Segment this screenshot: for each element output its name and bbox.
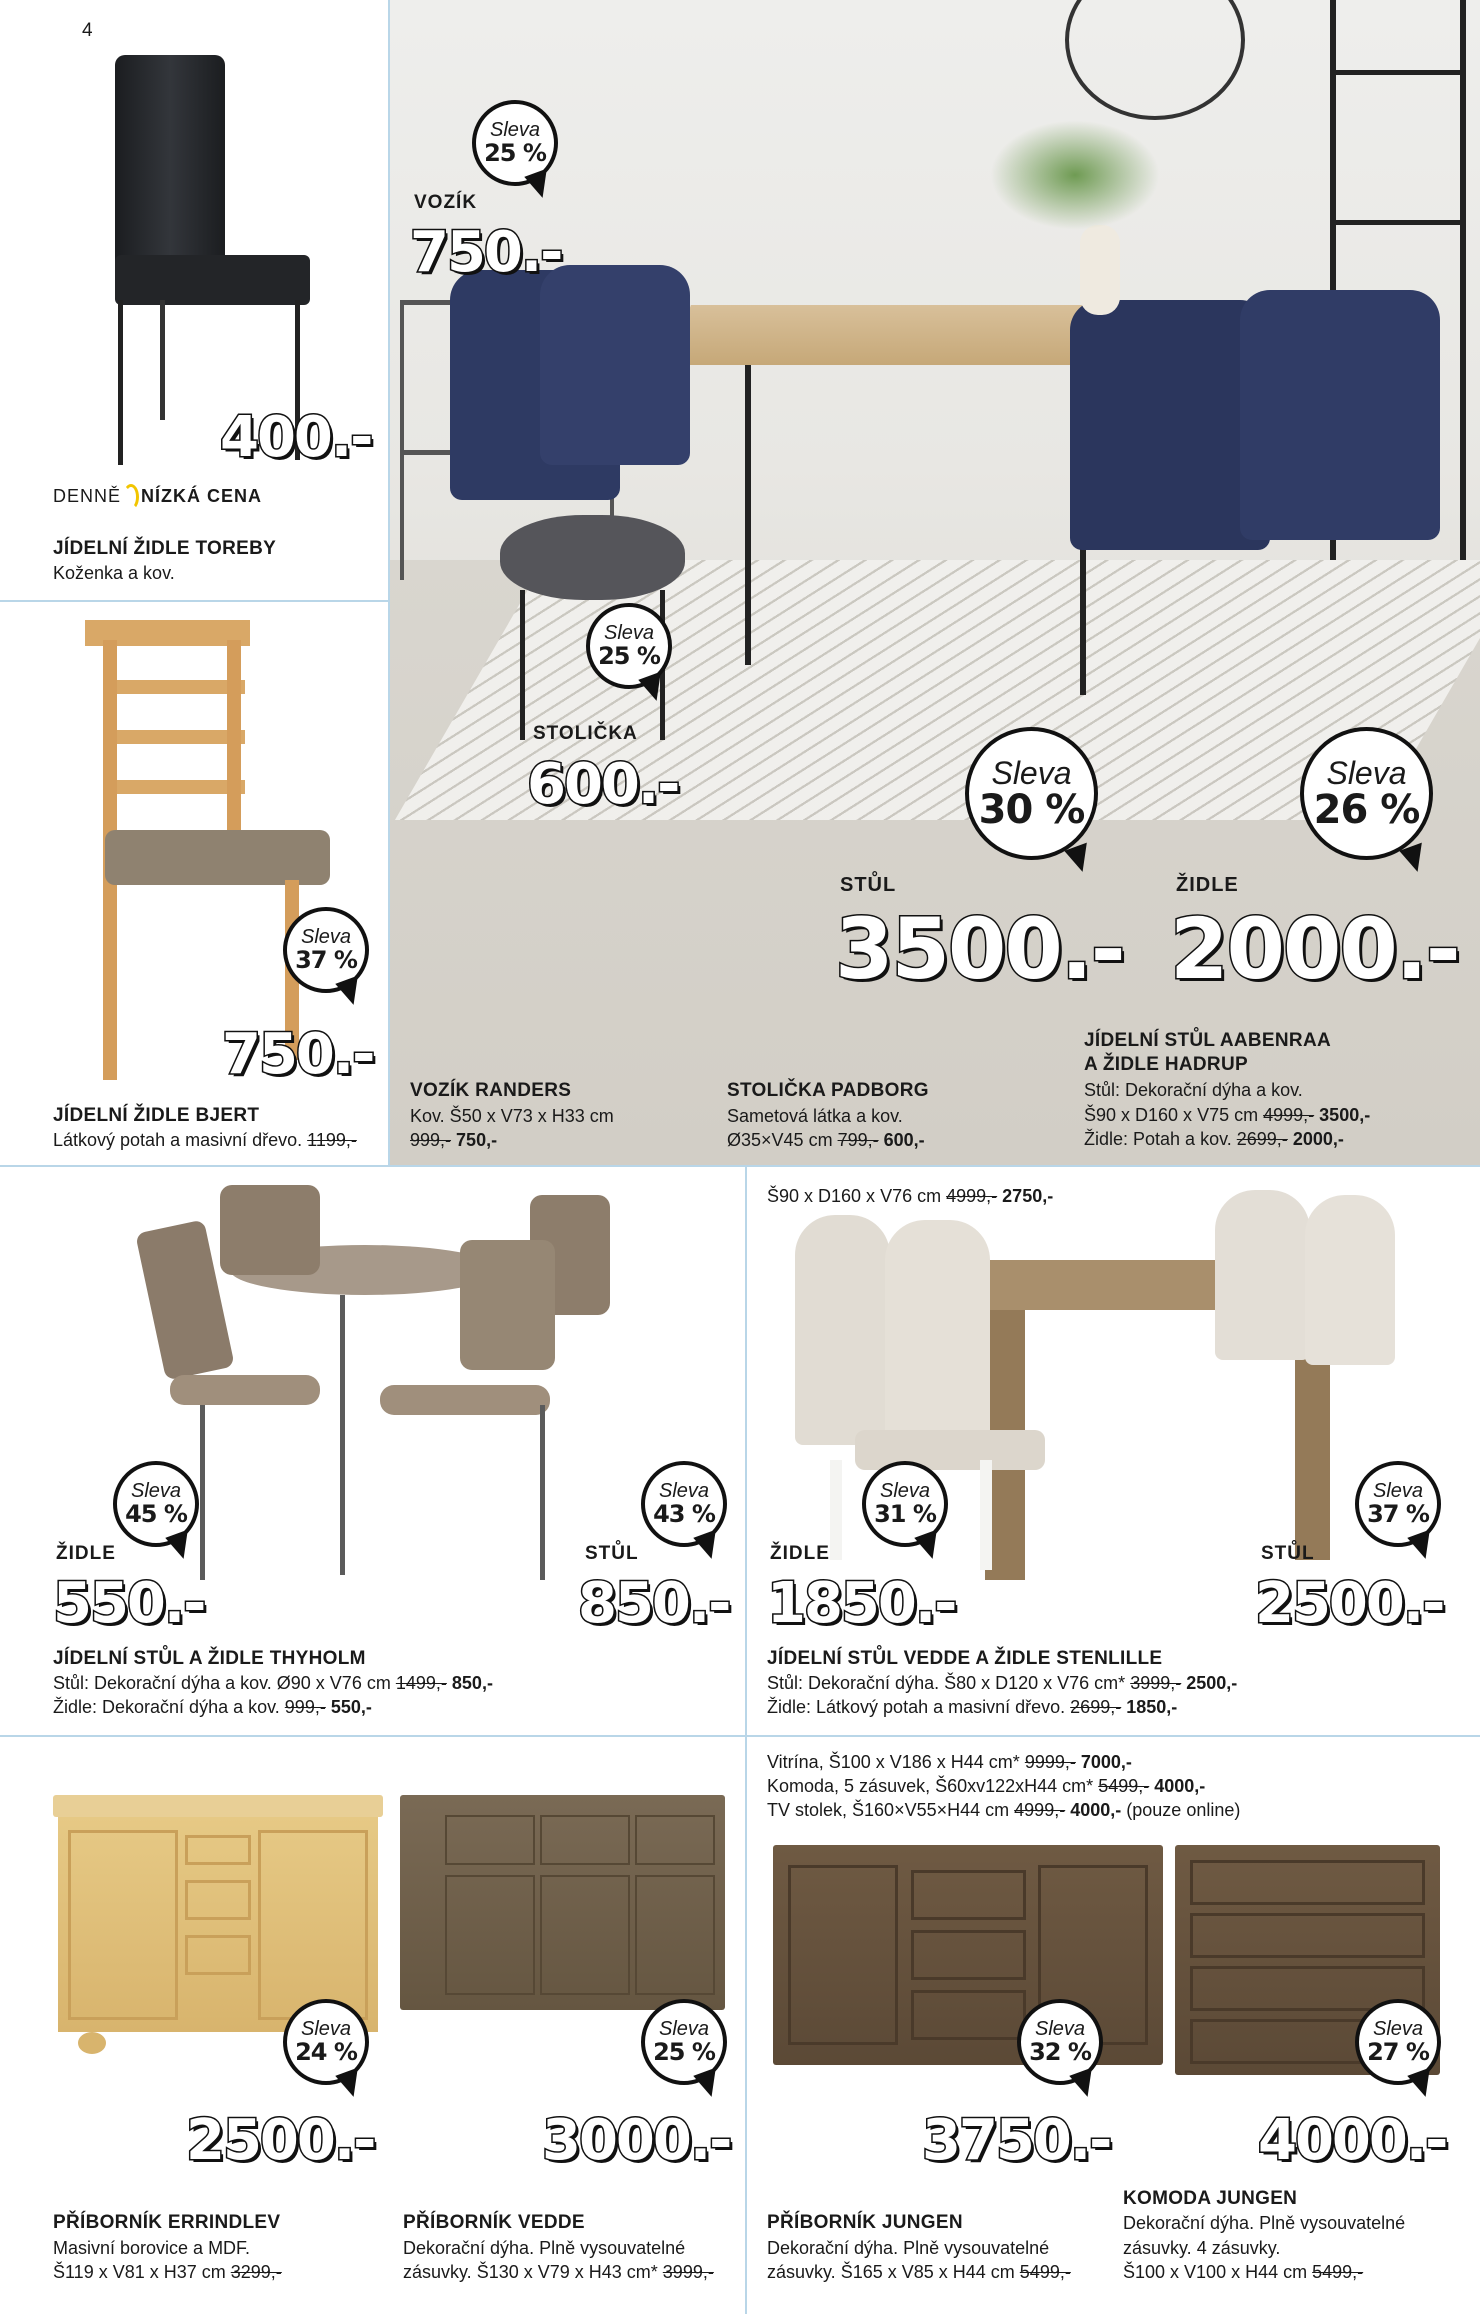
hadrup-desc: Židle: Potah a kov. <box>1084 1129 1232 1149</box>
randers-price-line <box>410 1128 497 1152</box>
hadrup-new-price: 2000,- <box>1292 1129 1344 1149</box>
thyholm-zidle-price: 550.- <box>53 1571 205 1636</box>
toreby-chair-image <box>100 55 315 465</box>
stenlille-new-price: 1850,- <box>1126 1697 1178 1717</box>
zidle-label: ŽIDLE <box>1176 874 1239 896</box>
divider <box>745 1735 747 2314</box>
thyholm-stul-old-price: 1499,- <box>395 1673 447 1693</box>
errindlev-desc: Masivní borovice a MDF. <box>53 2238 251 2258</box>
thyholm-line1 <box>53 1671 493 1695</box>
komoda5-desc: Komoda, 5 zásuvek, Š60xv122xH44 cm* <box>767 1776 1094 1796</box>
randers-dims: Kov. Š50 x V73 x H33 cm <box>410 1106 614 1126</box>
sleva-label: Sleva <box>1372 1480 1424 1502</box>
vozik-discount-badge <box>472 100 558 186</box>
denne-text: DENNĚ <box>53 485 122 506</box>
vedde-sideboard-old-price: 3999,- <box>662 2262 714 2282</box>
hadrup-old-price: 2699,- <box>1236 1129 1288 1149</box>
vedde-set-line1 <box>767 1671 1237 1695</box>
errindlev-price: 2500.- <box>186 2108 375 2173</box>
toreby-price: 400.- <box>220 405 372 470</box>
bjert-price: 750.- <box>222 1022 374 1087</box>
sleva-label: Sleva <box>300 2018 352 2040</box>
aabenraa-title2: A ŽIDLE HADRUP <box>1084 1054 1248 1075</box>
vedde-sideboard-dims: zásuvky. Š130 x V79 x H43 cm* <box>403 2262 658 2282</box>
errindlev-dims: Š119 x V81 x H37 cm <box>53 2262 226 2282</box>
stul-discount: 30 % <box>978 786 1085 833</box>
bjert-desc: Látkový potah a masivní dřevo. <box>53 1130 303 1150</box>
thyholm-stul-discount-badge <box>641 1461 727 1547</box>
stolicka-discount-badge <box>586 603 672 689</box>
vedde-sideboard-dims-line <box>403 2260 714 2284</box>
jungen-komoda-dims-line <box>1123 2260 1363 2284</box>
vedde-sideboard-price: 3000.- <box>542 2108 731 2173</box>
vedde-stul-label: STŮL <box>1261 1543 1315 1564</box>
randers-old-price: 999,- <box>410 1130 452 1150</box>
errindlev-dims-line <box>53 2260 282 2284</box>
jungen-sideboard-discount: 32 % <box>1029 2038 1091 2066</box>
jungen-sideboard-dims: zásuvky. Š165 x V85 x H44 cm <box>767 2262 1015 2282</box>
sleva-label: Sleva <box>879 1480 931 1502</box>
divider <box>0 1165 1480 1167</box>
sleva-label: Sleva <box>991 754 1072 791</box>
sleva-label: Sleva <box>658 2018 710 2040</box>
sleva-label: Sleva <box>489 119 541 141</box>
stul-price: 3500.- <box>835 900 1124 998</box>
zidle-discount: 26 % <box>1313 786 1420 833</box>
vedde-stul-discount-badge <box>1355 1461 1441 1547</box>
jungen-komoda-old-price: 5499,- <box>1312 2262 1364 2282</box>
jungen-sideboard-dims-line <box>767 2260 1071 2284</box>
vedde-set-line2 <box>767 1695 1177 1719</box>
tvstolek-note: (pouze online) <box>1126 1800 1241 1820</box>
sleva-label: Sleva <box>1326 754 1407 791</box>
sleva-label: Sleva <box>130 1480 182 1502</box>
tvstolek-new-price: 4000,- <box>1070 1800 1122 1820</box>
stul-discount-badge <box>965 727 1098 860</box>
thyholm-zidle-new-price: 550,- <box>330 1697 372 1717</box>
padborg-old-price: 799,- <box>837 1130 879 1150</box>
padborg-price-line <box>727 1128 925 1152</box>
vedde-zidle-label: ŽIDLE <box>770 1543 830 1564</box>
jungen-sideboard-discount-badge <box>1017 1999 1103 2085</box>
nizka-cena-text: NÍZKÁ CENA <box>141 485 263 506</box>
komoda5-new-price: 4000,- <box>1154 1776 1206 1796</box>
bjert-desc-line <box>53 1128 357 1152</box>
vedde-set-title: JÍDELNÍ STŮL VEDDE A ŽIDLE STENLILLE <box>767 1648 1163 1669</box>
stolicka-discount: 25 % <box>598 642 660 670</box>
vedde-stul-price: 2500.- <box>1255 1571 1444 1636</box>
divider <box>745 1165 747 1735</box>
tvstolek-desc: TV stolek, Š160×V55×H44 cm <box>767 1800 1010 1820</box>
thyholm-set-image <box>140 1185 620 1595</box>
stool-image <box>500 515 685 600</box>
vedde-top-old-price: 4999,- <box>946 1186 998 1206</box>
padborg-dims: Ø35×V45 cm <box>727 1130 833 1150</box>
randers-title: VOZÍK RANDERS <box>410 1080 572 1101</box>
stenlille-discount-badge <box>862 1461 948 1547</box>
jungen-komoda-desc2: zásuvky. 4 zásuvky. <box>1123 2238 1281 2258</box>
stenlille-price: 1850.- <box>767 1571 956 1636</box>
komoda5-old-price: 5499,- <box>1098 1776 1150 1796</box>
jungen-komoda-dims: Š100 x V100 x H44 cm <box>1123 2262 1308 2282</box>
padborg-desc: Sametová látka a kov. <box>727 1106 903 1126</box>
jungen-komoda-price: 4000.- <box>1258 2108 1447 2173</box>
tvstolek-old-price: 4999,- <box>1014 1800 1066 1820</box>
jungen-sideboard-old-price: 5499,- <box>1019 2262 1071 2282</box>
errindlev-discount-badge <box>283 1999 369 2085</box>
thyholm-stul-new-price: 850,- <box>451 1673 493 1693</box>
thyholm-stul-discount: 43 % <box>653 1500 715 1528</box>
vitrina-old-price: 9999,- <box>1024 1752 1076 1772</box>
aabenraa-line3 <box>1084 1127 1344 1151</box>
jungen-komoda-desc1: Dekorační dýha. Plně vysouvatelné <box>1123 2213 1406 2233</box>
jungen-sideboard-image <box>773 1845 1163 2065</box>
thyholm-stul-price: 850.- <box>578 1571 730 1636</box>
vozik-discount: 25 % <box>484 139 546 167</box>
vitrina-desc: Vitrína, Š100 x V186 x H44 cm* <box>767 1752 1020 1772</box>
jungen-info-line2 <box>767 1774 1205 1798</box>
sleva-label: Sleva <box>1034 2018 1086 2040</box>
bjert-chair-image <box>85 620 335 1080</box>
vozik-price: 750.- <box>410 220 562 285</box>
vedde-sideboard-discount: 25 % <box>653 2038 715 2066</box>
jungen-komoda-discount: 27 % <box>1367 2038 1429 2066</box>
thyholm-line2 <box>53 1695 372 1719</box>
jungen-sideboard-desc: Dekorační dýha. Plně vysouvatelné <box>767 2238 1050 2258</box>
thyholm-zidle-desc: Židle: Dekorační dýha a kov. <box>53 1697 280 1717</box>
thyholm-zidle-discount-badge <box>113 1461 199 1547</box>
sleva-label: Sleva <box>300 926 352 948</box>
thyholm-stul-label: STŮL <box>585 1543 639 1564</box>
vedde-stul-discount: 37 % <box>1367 1500 1429 1528</box>
jungen-komoda-discount-badge <box>1355 1999 1441 2085</box>
jungen-komoda-title: KOMODA JUNGEN <box>1123 2188 1298 2209</box>
padborg-title: STOLIČKA PADBORG <box>727 1080 929 1101</box>
jungen-sideboard-price: 3750.- <box>922 2108 1111 2173</box>
sleva-label: Sleva <box>603 622 655 644</box>
errindlev-title: PŘÍBORNÍK ERRINDLEV <box>53 2212 281 2233</box>
stenlille-old-price: 2699,- <box>1070 1697 1122 1717</box>
aabenraa-new-price: 3500,- <box>1319 1105 1371 1125</box>
vozik-label: VOZÍK <box>414 192 478 213</box>
toreby-desc: Koženka a kov. <box>53 563 175 583</box>
divider <box>0 1735 1480 1737</box>
errindlev-old-price: 3299,- <box>230 2262 282 2282</box>
thyholm-title: JÍDELNÍ STŮL A ŽIDLE THYHOLM <box>53 1648 366 1669</box>
thyholm-zidle-discount: 45 % <box>125 1500 187 1528</box>
thyholm-zidle-old-price: 999,- <box>284 1697 326 1717</box>
denne-mark-icon <box>123 484 139 510</box>
aabenraa-line1: Stůl: Dekorační dýha a kov. <box>1084 1080 1303 1100</box>
vedde-sideboard-discount-badge <box>641 1999 727 2085</box>
denne-nizka-cena-logo <box>53 484 262 510</box>
page-number: 4 <box>82 20 93 41</box>
errindlev-discount: 24 % <box>295 2038 357 2066</box>
bjert-old-price: 1199,- <box>307 1130 357 1150</box>
aabenraa-dims: Š90 x D160 x V75 cm <box>1084 1105 1259 1125</box>
toreby-title: JÍDELNÍ ŽIDLE TOREBY <box>53 538 277 559</box>
stolicka-label: STOLIČKA <box>533 723 638 744</box>
vedde-stul-old-price: 3999,- <box>1130 1673 1182 1693</box>
vedde-sideboard-image <box>400 1795 725 2010</box>
jungen-info-line1 <box>767 1750 1132 1774</box>
bjert-title: JÍDELNÍ ŽIDLE BJERT <box>53 1105 260 1126</box>
vedde-top-new-price: 2750,- <box>1002 1186 1054 1206</box>
thyholm-zidle-label: ŽIDLE <box>56 1543 116 1564</box>
stul-label: STŮL <box>840 874 897 896</box>
jungen-sideboard-title: PŘÍBORNÍK JUNGEN <box>767 2212 963 2233</box>
padborg-new-price: 600,- <box>883 1130 925 1150</box>
vedde-stul-new-price: 2500,- <box>1186 1673 1238 1693</box>
stolicka-price: 600.- <box>527 752 679 817</box>
thyholm-stul-desc: Stůl: Dekorační dýha a kov. Ø90 x V76 cm <box>53 1673 391 1693</box>
vedde-top-dims: Š90 x D160 x V76 cm <box>767 1186 942 1206</box>
aabenraa-title1: JÍDELNÍ STŮL AABENRAA <box>1084 1030 1331 1051</box>
stenlille-desc: Židle: Látkový potah a masivní dřevo. <box>767 1697 1066 1717</box>
sleva-label: Sleva <box>658 1480 710 1502</box>
randers-new-price: 750,- <box>456 1130 498 1150</box>
divider <box>0 600 390 602</box>
sleva-label: Sleva <box>1372 2018 1424 2040</box>
aabenraa-line2 <box>1084 1103 1370 1127</box>
jungen-info-line3 <box>767 1798 1240 1822</box>
bjert-discount: 37 % <box>295 946 357 974</box>
stenlille-discount: 31 % <box>874 1500 936 1528</box>
vitrina-new-price: 7000,- <box>1080 1752 1132 1772</box>
vedde-sideboard-desc: Dekorační dýha. Plně vysouvatelné <box>403 2238 686 2258</box>
aabenraa-old-price: 4999,- <box>1263 1105 1315 1125</box>
vedde-sideboard-title: PŘÍBORNÍK VEDDE <box>403 2212 585 2233</box>
vedde-stul-desc: Stůl: Dekorační dýha. Š80 x D120 x V76 cm* <box>767 1673 1126 1693</box>
zidle-price: 2000.- <box>1170 900 1459 998</box>
zidle-discount-badge <box>1300 727 1433 860</box>
bjert-discount-badge <box>283 907 369 993</box>
divider <box>388 0 390 1165</box>
